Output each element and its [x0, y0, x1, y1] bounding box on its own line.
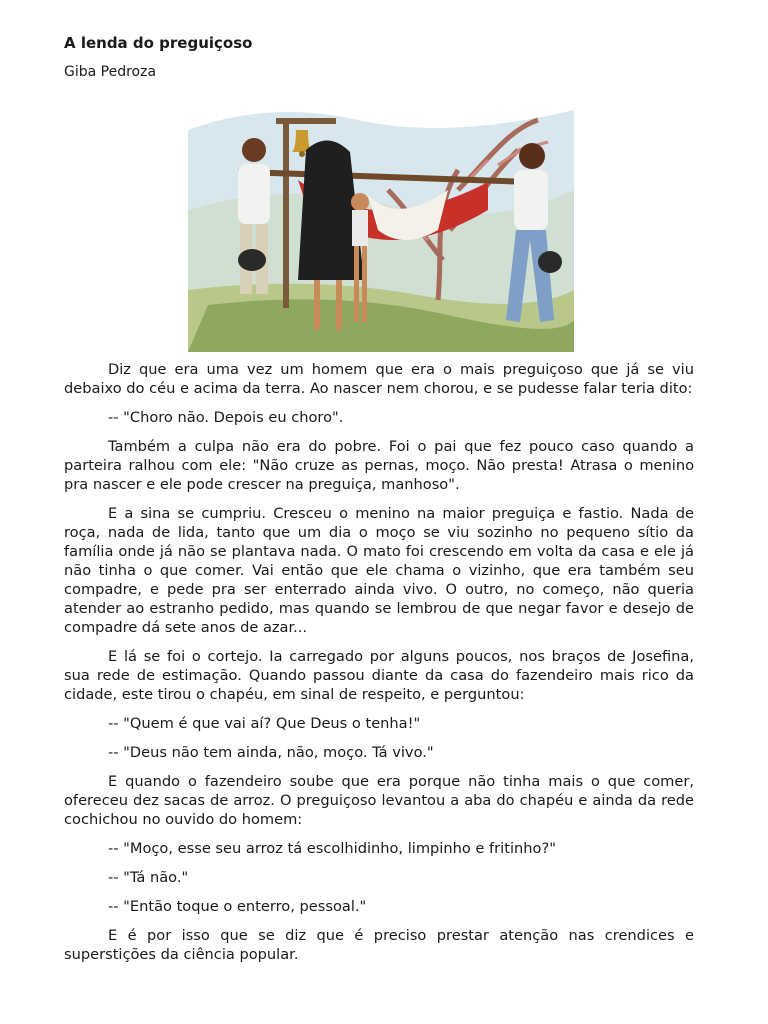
author-name: Giba Pedroza	[64, 64, 157, 80]
illustration-funeral-procession	[188, 90, 574, 352]
paragraph: Também a culpa não era do pobre. Foi o pai que fez pouco caso quando a parteira ralhou com ele: "Não cruze as pernas, moço. Não presta! Atrasa o menino pra nascer e ele pode crescer na preguiça, manhoso".	[64, 438, 694, 493]
dialog-line: -- "Deus não tem ainda, não, moço. Tá vivo."	[108, 744, 434, 761]
paragraph: Diz que era uma vez um homem que era o mais preguiçoso que já se viu debaixo do céu e acima da terra. Ao nascer nem chorou, e se pudesse falar teria dito:	[64, 361, 694, 397]
dialog-line: -- "Tá não."	[108, 869, 189, 886]
dialog-line: -- "Então toque o enterro, pessoal."	[108, 898, 367, 915]
story-body	[64, 360, 694, 974]
dialog-line: -- "Quem é que vai aí? Que Deus o tenha!"	[108, 715, 421, 732]
paragraph: E é por isso que se diz que é preciso prestar atenção nas crendices e superstições da ciência popular.	[64, 927, 694, 963]
paragraph: E lá se foi o cortejo. Ia carregado por alguns poucos, nos braços de Josefina, sua rede de estimação. Quando passou diante da casa do fazendeiro mais rico da cidade, este tirou o chapéu, em sinal de respeito, e perguntou:	[64, 648, 694, 703]
dialog-line: -- "Moço, esse seu arroz tá escolhidinho, limpinho e fritinho?"	[108, 840, 556, 857]
paragraph: E quando o fazendeiro soube que era porque não tinha mais o que comer, ofereceu dez sacas de arroz. O preguiçoso levantou a aba do chapéu e ainda da rede cochichou no ouvido do homem:	[64, 773, 694, 828]
dialog-line: -- "Choro não. Depois eu choro".	[108, 409, 344, 426]
page-title: A lenda do preguiçoso	[64, 34, 253, 52]
paragraph: E a sina se cumpriu. Cresceu o menino na maior preguiça e fastio. Nada de roça, nada de lida, tanto que um dia o moço se viu sozinho no pequeno sítio da família onde já não se plantava nada. O mato foi crescendo em volta da casa e ele já não tinha o que comer. Vai então que ele chama o vizinho, que era também seu compadre, e pede pra ser enterrado ainda vivo. O outro, no começo, não queria atender ao estranho pedido, mas quando se lembrou de que negar favor e desejo de compadre dá sete anos de azar...	[64, 505, 694, 636]
